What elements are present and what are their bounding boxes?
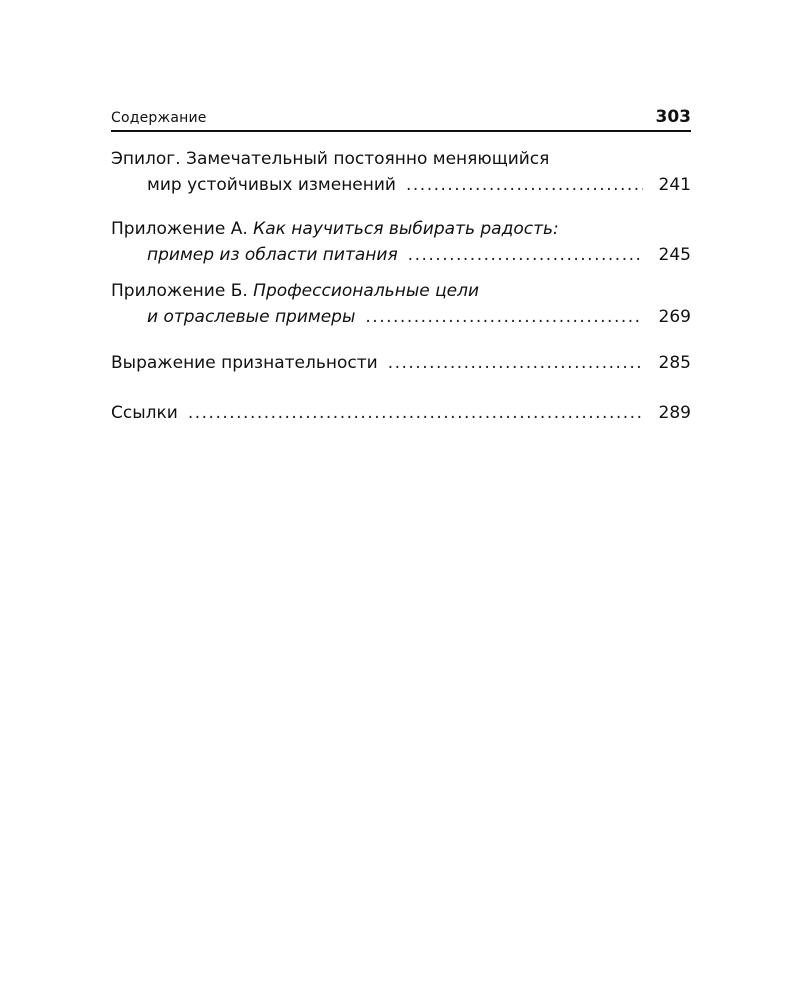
toc-entry-line	[111, 146, 691, 172]
toc-entry-title: Выражение признательности	[111, 353, 378, 373]
toc-entry-acknowledgements[interactable]	[111, 350, 691, 376]
toc-entry-title: Как научиться выбирать радость:	[253, 219, 559, 239]
header-page-number: 303	[655, 107, 691, 127]
toc-page-number: 245	[658, 245, 691, 265]
dot-leader	[365, 304, 643, 330]
toc-page-number: 289	[658, 403, 691, 423]
toc-page-number: 269	[658, 307, 691, 327]
dot-leader	[408, 242, 643, 268]
toc-entry-title-continued: и отраслевые примеры	[147, 307, 356, 327]
header-title: Содержание	[111, 110, 207, 126]
toc-entry-label: Приложение А.	[111, 219, 254, 239]
toc-entry-title: Профессиональные цели	[253, 281, 480, 301]
toc-entry-title: Ссылки	[111, 403, 178, 423]
toc-entry-appendix-b[interactable]	[111, 278, 691, 330]
toc-entry-label: Приложение Б.	[111, 281, 254, 301]
toc-entry-line	[111, 172, 691, 198]
dot-leader	[406, 172, 643, 198]
running-header	[111, 104, 691, 132]
toc-entry-epilogue[interactable]	[111, 146, 691, 198]
toc-entry-line	[111, 278, 691, 304]
toc-entry-line	[111, 242, 691, 268]
toc-entry-title-continued: пример из области питания	[147, 245, 398, 265]
toc-entry-title: Эпилог. Замечательный постоянно меняющийся	[111, 149, 550, 169]
toc-entry-title-continued: мир устойчивых изменений	[147, 175, 396, 195]
toc-page-number: 241	[658, 175, 691, 195]
dot-leader	[188, 400, 643, 426]
toc-entry-line	[111, 304, 691, 330]
toc-entry-line	[111, 400, 691, 426]
toc-page-number: 285	[658, 353, 691, 373]
toc-entry-references[interactable]	[111, 400, 691, 426]
table-of-contents	[111, 146, 691, 426]
dot-leader	[388, 350, 643, 376]
toc-entry-line	[111, 350, 691, 376]
toc-entry-appendix-a[interactable]	[111, 216, 691, 268]
toc-entry-line	[111, 216, 691, 242]
